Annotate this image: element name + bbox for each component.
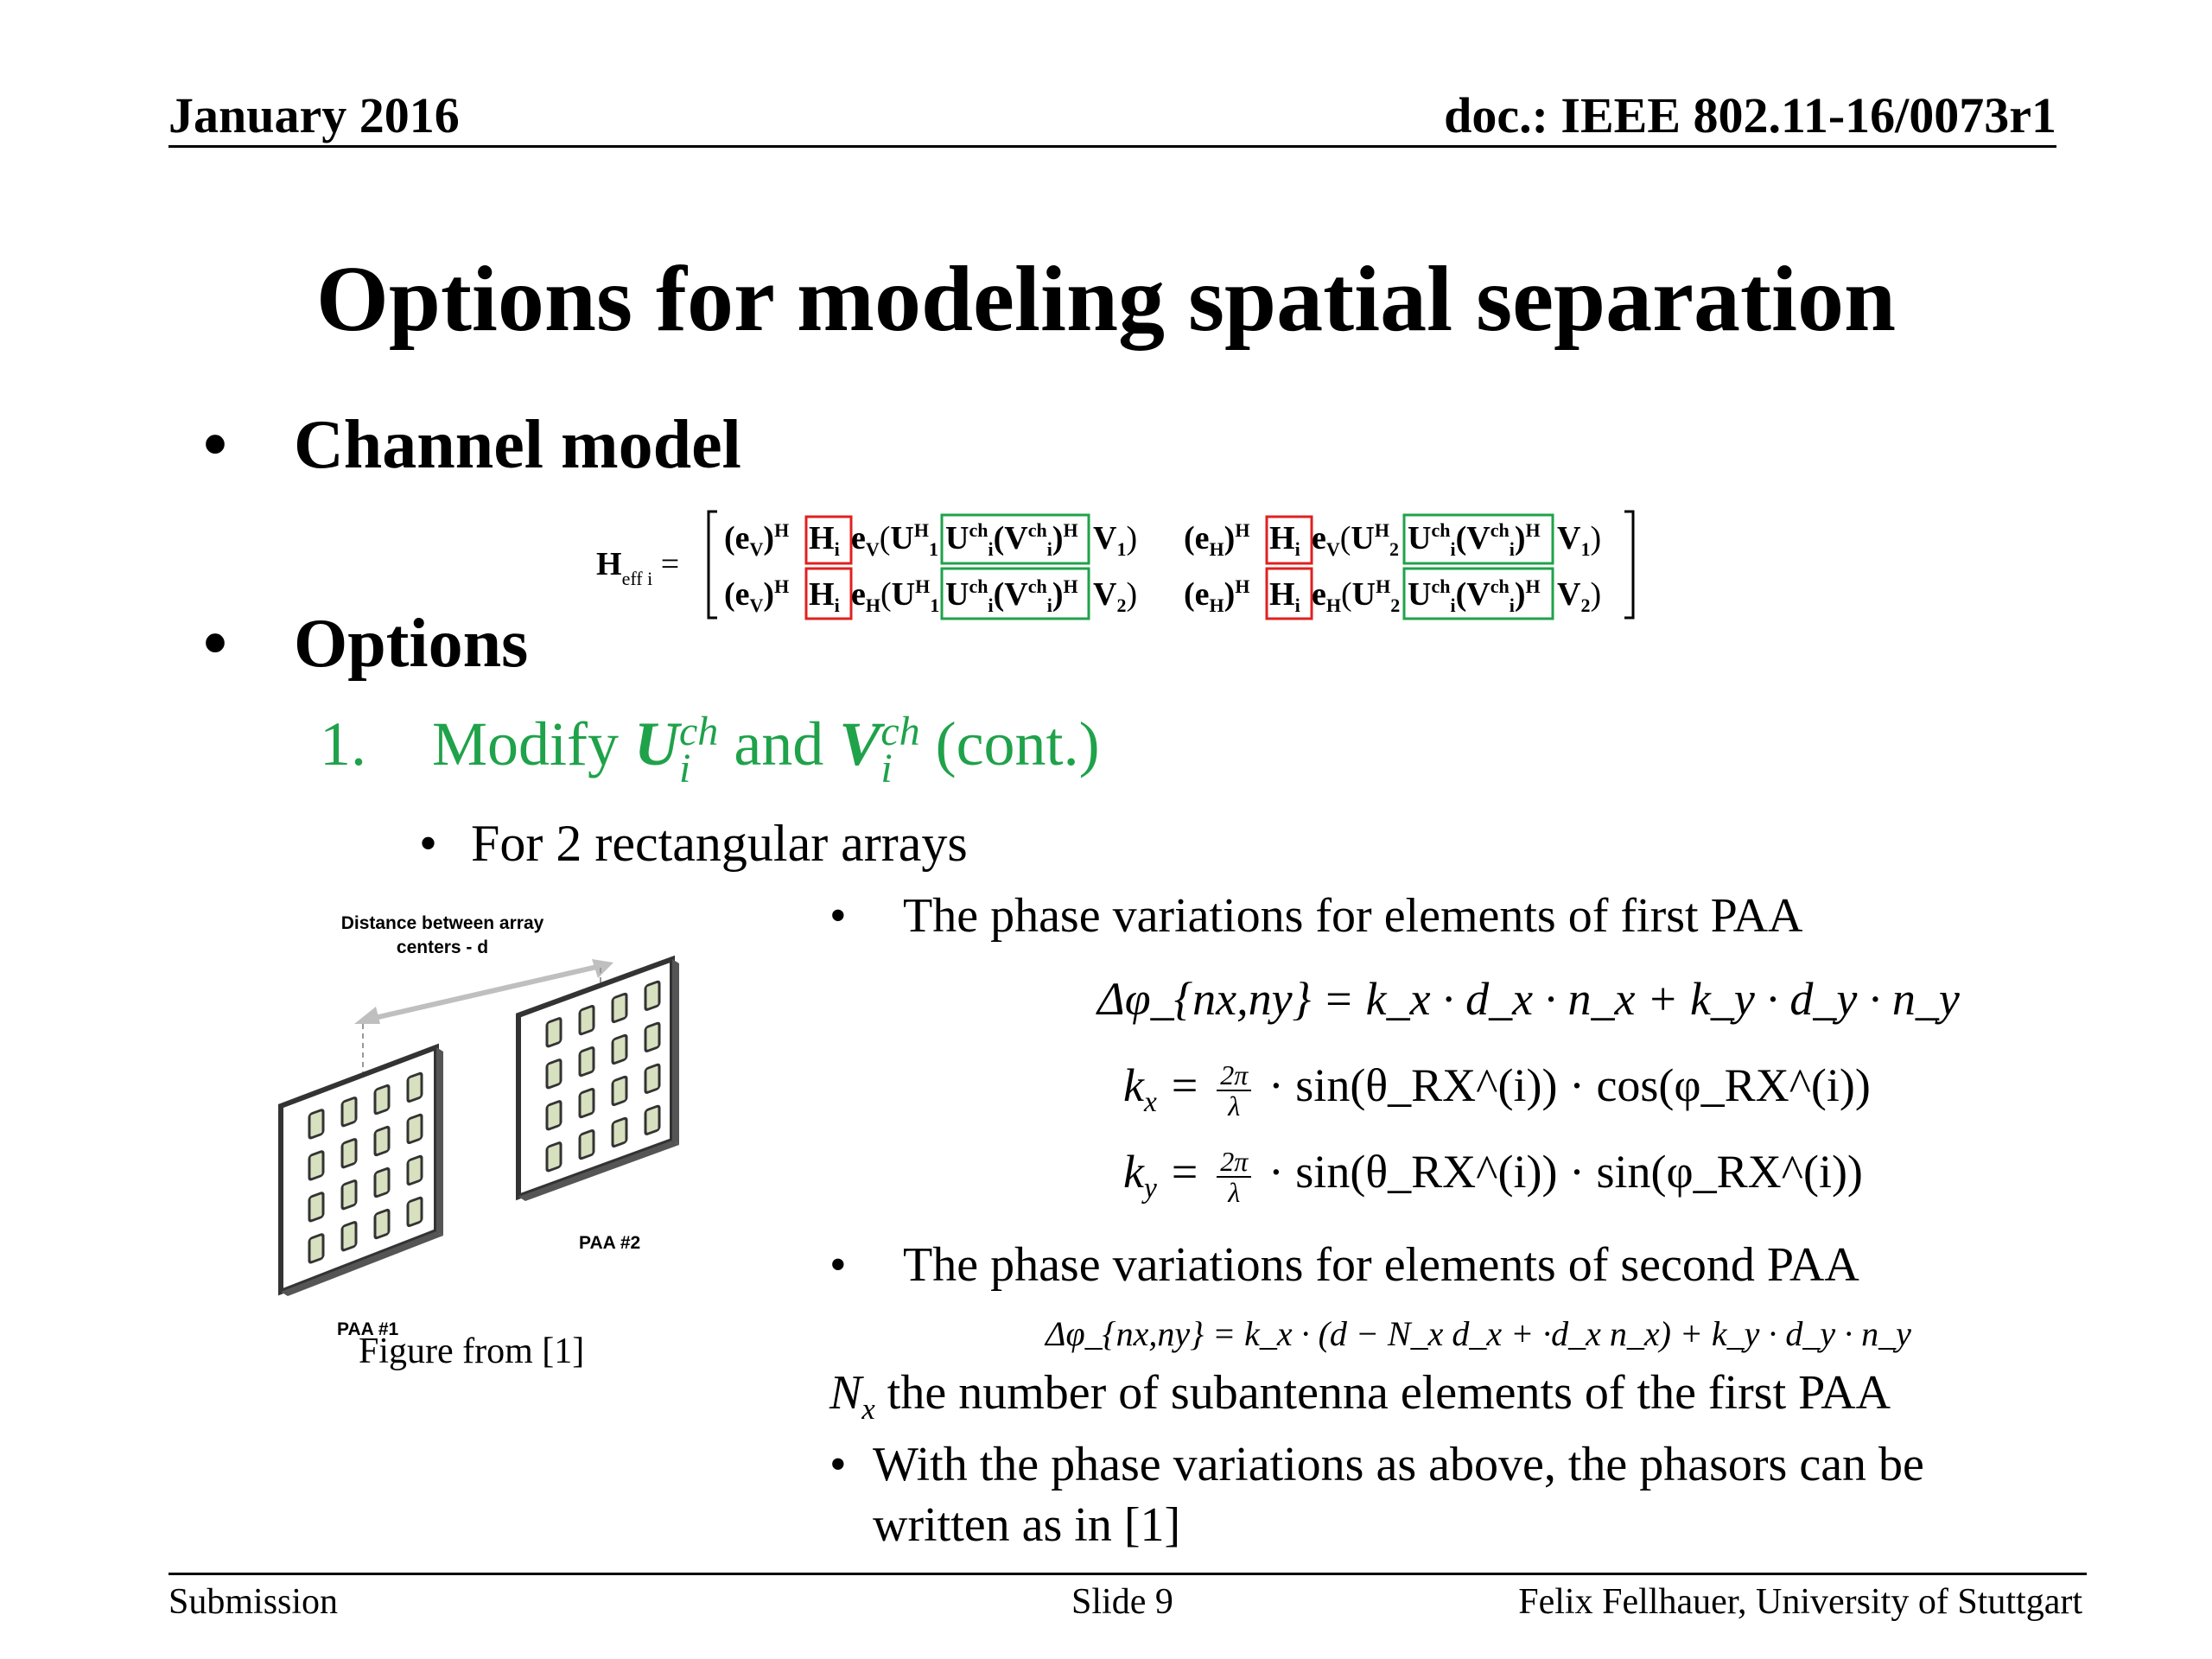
kx-sub: x — [1143, 1085, 1157, 1118]
antenna-element — [645, 981, 659, 1010]
svg-text:Uchi(Vchi)H: $U^{ch}_i(V^{ch}_i)^H$ — [1408, 519, 1541, 560]
footer-submission: Submission — [168, 1582, 339, 1622]
frac-den: λ — [1228, 1090, 1241, 1122]
antenna-element — [580, 1130, 594, 1160]
footer-author: Felix Fellhauer, University of Stuttgart — [1518, 1582, 2082, 1622]
svg-text:Uchi(Vchi)H: $U^{ch}_i(V^{ch}_i)^H$ — [945, 575, 1078, 616]
antenna-element — [408, 1155, 422, 1185]
svg-text:Hi: $H_i$ — [1269, 576, 1300, 616]
option-v-sup: ch — [880, 709, 920, 755]
equation-first-paa: Δφ_{nx,ny} = k_x · d_x · n_x + k_y · d_y · n_y — [1097, 973, 1960, 1025]
footer-slide-number: Slide 9 — [1071, 1582, 1173, 1622]
header-doc-id: doc.: IEEE 802.11-16/0073r1 — [1444, 87, 2056, 143]
antenna-element — [408, 1114, 422, 1143]
equation-second-paa: Δφ_{nx,ny} = k_x · (d − N_x d_x + ·d_x n_x) + k_y · d_y · n_y — [1046, 1314, 1911, 1353]
antenna-element — [613, 1077, 626, 1106]
ky-sub: y — [1143, 1172, 1157, 1205]
bullet-second-paa: • The phase variations for elements of second PAA — [830, 1238, 1859, 1292]
antenna-element — [342, 1097, 356, 1127]
paa-illustration — [259, 899, 743, 1348]
svg-text:eH(UH2: $e_H(U^H_2$ — [1312, 575, 1401, 616]
nx-text: the number of subantenna elements of the first PAA — [874, 1366, 1891, 1420]
matrix-row-2 — [724, 569, 1601, 619]
svg-text:V2): $V_2$) — [1557, 576, 1602, 616]
antenna-element — [342, 1222, 356, 1251]
svg-text:eV(UH1: $e_V(U^H_1$ — [851, 519, 938, 560]
option-1 — [320, 709, 1100, 792]
bullet-phasors-line-2: written as in [1] — [873, 1498, 1181, 1552]
antenna-element — [547, 1018, 561, 1047]
equation-kx: $k_x$ = $\frac{2\pi}{\lambda}$ · sin(θ_RX^(i)) · cos(φ_RX^(i)) — [1123, 1058, 1871, 1122]
bullet-first-paa: • The phase variations for elements of first PAA — [830, 889, 1803, 943]
antenna-element — [309, 1151, 323, 1180]
bullet-options: • Options — [203, 606, 529, 682]
option-number: 1. — [320, 709, 366, 779]
nx-symbol: N — [830, 1366, 862, 1420]
antenna-element — [342, 1139, 356, 1168]
svg-text:(eH)H: $(e_H)^H$ — [1184, 519, 1250, 560]
bullet-first-paa-label: The phase variations for elements of first PAA — [903, 889, 1803, 943]
kx-rhs: · sin(θ_RX^(i)) · cos(φ_RX^(i)) — [1268, 1059, 1871, 1111]
antenna-element — [309, 1109, 323, 1139]
frac-den: λ — [1228, 1176, 1241, 1208]
option-u-sup: ch — [679, 709, 719, 755]
bullet-channel-model: • Channel model — [203, 407, 741, 483]
nx-sub: x — [861, 1392, 875, 1427]
footer-rule — [168, 1573, 2087, 1575]
ky-rhs: · sin(θ_RX^(i)) · sin(φ_RX^(i)) — [1268, 1146, 1863, 1198]
matrix-equation — [588, 501, 1650, 626]
matrix-lhs: $H_{eff i}$ = — [596, 546, 680, 589]
header-date: January 2016 — [168, 87, 460, 143]
antenna-element — [645, 1105, 659, 1135]
slide-title: Options for modeling spatial separation — [315, 248, 1897, 351]
option-u-symbol: U — [634, 709, 679, 779]
antenna-element — [375, 1210, 389, 1239]
antenna-element — [613, 1118, 626, 1147]
svg-text:V2): $V_2$) — [1093, 576, 1138, 616]
antenna-element — [547, 1101, 561, 1130]
bullet-options-label: Options — [294, 606, 529, 682]
figure-paa — [259, 899, 743, 1382]
sub-bullet-label: For 2 rectangular arrays — [471, 815, 968, 872]
antenna-element — [547, 1142, 561, 1172]
svg-text:eH(UH1: $e_H(U^H_1$ — [851, 575, 940, 616]
bullet-phasors: • With the phase variations as above, the phasors can be written as in [1] — [830, 1438, 1924, 1552]
svg-text:Hi: $H_i$ — [809, 576, 840, 616]
antenna-element — [408, 1072, 422, 1102]
antenna-element — [580, 1047, 594, 1077]
svg-text:Uchi(Vchi)H: $U^{ch}_i(V^{ch}_i)^H$ — [945, 519, 1078, 560]
antenna-element — [580, 1006, 594, 1035]
paa2-label: PAA #2 — [579, 1233, 641, 1253]
svg-text:(eH)H: $(e_H)^H$ — [1184, 575, 1250, 616]
equation-ky: $k_y$ = $\frac{2\pi}{\lambda}$ · sin(θ_RX^(i)) · sin(φ_RX^(i)) — [1123, 1145, 1863, 1208]
antenna-element — [408, 1197, 422, 1226]
svg-text:eV(UH2: $e_V(U^H_2$ — [1312, 519, 1399, 560]
fraction-2pi-lambda — [1217, 1060, 1251, 1121]
antenna-element — [309, 1192, 323, 1222]
svg-text:(eV)H: $(e_V)^H$ — [724, 575, 790, 616]
svg-text:V1): $V_1$) — [1557, 520, 1602, 560]
frac-num: 2π — [1217, 1147, 1251, 1178]
bullet-phasors-line-1: With the phase variations as above, the phasors can be — [873, 1438, 1924, 1491]
kx-symbol: k — [1123, 1059, 1144, 1111]
sub-bullet: • For 2 rectangular arrays — [419, 815, 968, 872]
option-v-symbol: V — [839, 709, 881, 779]
nx-definition — [830, 1365, 1891, 1427]
header-rule — [168, 145, 2056, 148]
option-text-cont: (cont.) — [919, 709, 1100, 779]
frac-num: 2π — [1217, 1060, 1251, 1091]
svg-text:(eV)H: $(e_V)^H$ — [724, 519, 790, 560]
distance-label-2: centers - d — [396, 938, 489, 957]
distance-label-1: Distance between array — [340, 913, 544, 933]
antenna-element — [342, 1180, 356, 1210]
antenna-element — [309, 1234, 323, 1263]
option-text-and: and — [718, 709, 840, 779]
svg-text:V1): $V_1$) — [1093, 520, 1138, 560]
svg-text:Hi: $H_i$ — [809, 520, 840, 560]
bullet-channel-model-label: Channel model — [294, 407, 741, 483]
option-u-sub: i — [679, 746, 691, 792]
fraction-2pi-lambda — [1217, 1147, 1251, 1207]
option-v-sub: i — [880, 746, 893, 792]
ky-symbol: k — [1123, 1146, 1144, 1198]
bullet-second-paa-label: The phase variations for elements of second PAA — [903, 1238, 1859, 1292]
antenna-element — [375, 1127, 389, 1156]
antenna-element — [613, 994, 626, 1023]
antenna-element — [613, 1035, 626, 1065]
antenna-element — [375, 1085, 389, 1115]
matrix-row-1 — [724, 515, 1601, 563]
antenna-element — [645, 1064, 659, 1093]
svg-text:Uchi(Vchi)H: $U^{ch}_i(V^{ch}_i)^H$ — [1408, 575, 1541, 616]
antenna-element — [645, 1022, 659, 1052]
paa1-label: PAA #1 — [337, 1319, 399, 1339]
svg-text:Hi: $H_i$ — [1269, 520, 1300, 560]
figure-caption: Figure from [1] — [359, 1332, 585, 1371]
antenna-element — [375, 1168, 389, 1198]
antenna-element — [580, 1089, 594, 1118]
option-text-modify: Modify — [432, 709, 634, 779]
antenna-element — [547, 1059, 561, 1089]
